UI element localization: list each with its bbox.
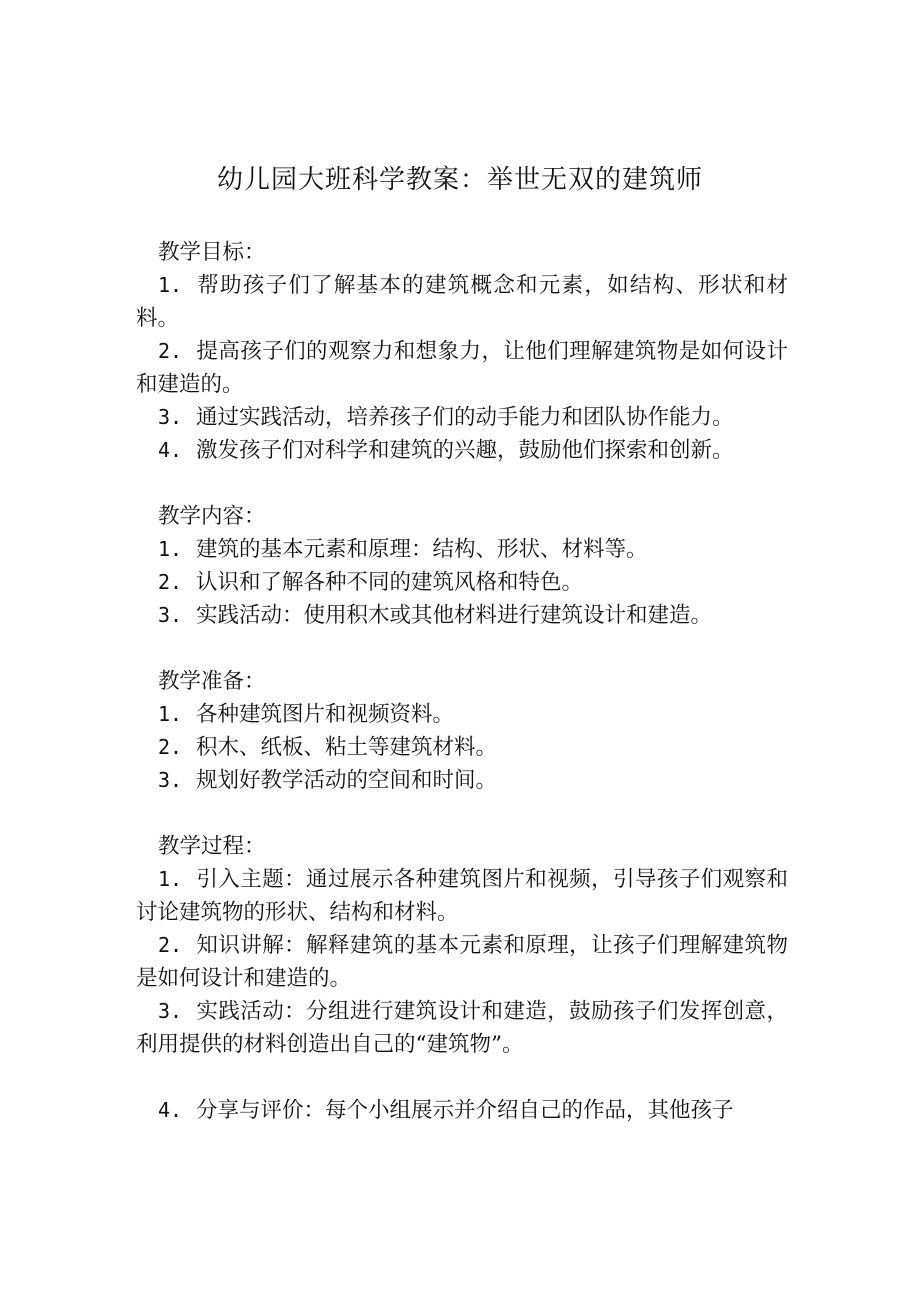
item-text: 认识和了解各种不同的建筑风格和特色。 — [196, 570, 584, 595]
section-heading: 教学过程： — [158, 834, 266, 859]
item-number: 2. — [158, 570, 183, 594]
item-text: 分享与评价：每个小组展示并介绍自己的作品，其他孩子 — [196, 1098, 734, 1123]
item-number: 1. — [158, 867, 183, 891]
item-text: 知识讲解：解释建筑的基本元素和原理，让孩子们理解建筑物是如何设计和建造的。 — [136, 933, 788, 991]
list-item — [136, 1094, 788, 1127]
section-heading: 教学准备： — [158, 669, 266, 694]
item-text: 建筑的基本元素和原理：结构、形状、材料等。 — [196, 537, 648, 562]
list-item — [136, 929, 788, 995]
item-number: 2. — [158, 339, 183, 363]
item-text: 提高孩子们的观察力和想象力，让他们理解建筑物是如何设计和建造的。 — [136, 339, 788, 397]
section-teaching-goals — [136, 236, 788, 467]
document-title: 幼儿园大班科学教案：举世无双的建筑师 — [216, 165, 703, 195]
item-text: 实践活动：使用积木或其他材料进行建筑设计和建造。 — [196, 603, 713, 628]
item-text: 积木、纸板、粘土等建筑材料。 — [196, 735, 498, 760]
item-text: 帮助孩子们了解基本的建筑概念和元素，如结构、形状和材料。 — [136, 273, 788, 331]
list-item — [136, 434, 788, 467]
section-teaching-preparation — [136, 665, 788, 797]
item-number: 3. — [158, 603, 183, 627]
list-item — [136, 698, 788, 731]
list-item — [136, 566, 788, 599]
list-item — [136, 599, 788, 632]
item-number: 1. — [158, 702, 183, 726]
document-body — [136, 236, 788, 1160]
item-number: 1. — [158, 273, 183, 297]
list-item — [136, 533, 788, 566]
item-text: 激发孩子们对科学和建筑的兴趣，鼓励他们探索和创新。 — [196, 438, 734, 463]
item-text: 通过实践活动，培养孩子们的动手能力和团队协作能力。 — [196, 405, 734, 430]
section-heading: 教学内容： — [158, 504, 266, 529]
list-item — [136, 269, 788, 335]
list-item — [136, 764, 788, 797]
item-number: 2. — [158, 933, 183, 957]
item-number: 1. — [158, 537, 183, 561]
list-item — [136, 731, 788, 764]
section-heading: 教学目标： — [158, 240, 266, 265]
paragraph-gap — [136, 1061, 788, 1094]
item-text: 各种建筑图片和视频资料。 — [196, 702, 455, 727]
item-number: 3. — [158, 999, 183, 1023]
item-number: 4. — [158, 438, 183, 462]
list-item — [136, 401, 788, 434]
item-text: 引入主题：通过展示各种建筑图片和视频，引导孩子们观察和讨论建筑物的形状、结构和材料。 — [136, 867, 788, 925]
item-text: 实践活动：分组进行建筑设计和建造，鼓励孩子们发挥创意，利用提供的材料创造出自己的“建筑物”。 — [136, 999, 788, 1057]
list-item — [136, 995, 788, 1061]
section-teaching-process — [136, 830, 788, 1127]
item-number: 2. — [158, 735, 183, 759]
item-number: 3. — [158, 768, 183, 792]
list-item — [136, 335, 788, 401]
list-item — [136, 863, 788, 929]
section-teaching-content — [136, 500, 788, 632]
item-number: 4. — [158, 1098, 183, 1122]
item-number: 3. — [158, 405, 183, 429]
item-text: 规划好教学活动的空间和时间。 — [196, 768, 498, 793]
